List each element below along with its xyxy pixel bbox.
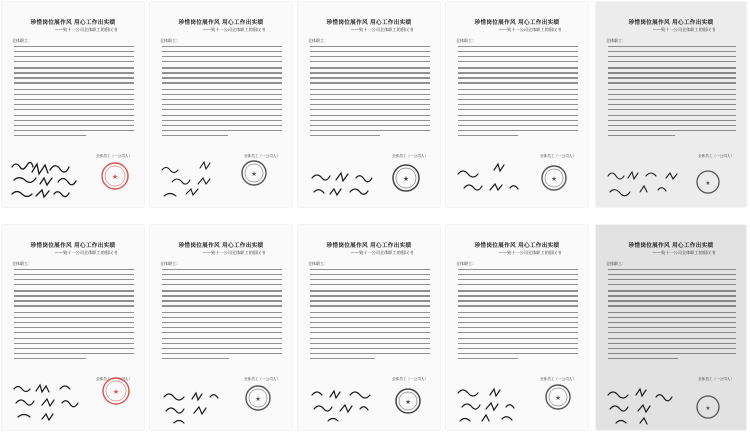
- letter-title: 珍惜岗位展作风 用心工作出实绩: [474, 243, 560, 249]
- letter-closing: 全体员工（一公司人）: [244, 154, 280, 158]
- gray-seal-icon: [393, 165, 419, 191]
- letter-salutation: 全体职工：: [308, 38, 328, 43]
- svg-text:★: ★: [705, 180, 711, 187]
- letter-salutation: 全体职工：: [12, 261, 32, 266]
- handwritten-signatures: [596, 225, 738, 430]
- letter-closing: 全体员工（一公司人）: [698, 154, 734, 158]
- letter-title: 珍惜岗位展作风 用心工作出实绩: [30, 20, 116, 26]
- svg-text:★: ★: [251, 170, 257, 178]
- handwritten-signatures: [2, 2, 144, 207]
- letter-subtitle: ——致十一公司全体职工的倡议书: [350, 27, 414, 32]
- svg-text:★: ★: [402, 175, 410, 183]
- gray-seal-icon: [246, 386, 270, 410]
- handwritten-signatures: [150, 2, 292, 207]
- letter-salutation: 全体职工：: [606, 38, 626, 43]
- letter-salutation: 全体职工：: [456, 261, 476, 266]
- letter-page-6: [2, 225, 144, 430]
- letter-page-3: [298, 2, 440, 207]
- svg-text:★: ★: [705, 405, 711, 412]
- letter-salutation: 全体职工：: [606, 261, 626, 266]
- gray-seal-icon: [697, 171, 719, 193]
- gray-seal-icon: [697, 396, 719, 418]
- letter-page-5: [596, 2, 746, 207]
- letter-page-8: [298, 225, 440, 430]
- handwritten-signatures: [596, 2, 738, 207]
- svg-text:★: ★: [255, 395, 261, 403]
- letter-subtitle: ——致十一公司全体职工的倡议书: [652, 250, 716, 255]
- handwritten-signatures: [2, 225, 144, 430]
- letter-salutation: 全体职工：: [308, 261, 328, 266]
- letter-closing: 全体员工（一公司人）: [540, 377, 576, 381]
- svg-text:★: ★: [551, 175, 557, 183]
- letter-closing: 全体员工（一公司人）: [540, 154, 576, 158]
- letter-salutation: 全体职工：: [160, 38, 180, 43]
- red-seal-icon: [103, 378, 129, 404]
- letter-title: 珍惜岗位展作风 用心工作出实绩: [178, 20, 264, 26]
- letter-title: 珍惜岗位展作风 用心工作出实绩: [628, 243, 714, 249]
- letter-closing: 全体员工（一公司人）: [96, 154, 132, 158]
- letter-title: 珍惜岗位展作风 用心工作出实绩: [326, 243, 412, 249]
- svg-text:★: ★: [112, 388, 120, 396]
- letter-page-10: [596, 225, 746, 430]
- svg-text:★: ★: [555, 394, 561, 402]
- letter-title: 珍惜岗位展作风 用心工作出实绩: [474, 20, 560, 26]
- letter-salutation: 全体职工：: [160, 261, 180, 266]
- handwritten-signatures: [446, 2, 588, 207]
- letter-subtitle: ——致十一公司全体职工的倡议书: [652, 27, 716, 32]
- handwritten-signatures: [298, 2, 440, 207]
- letter-title: 珍惜岗位展作风 用心工作出实绩: [326, 20, 412, 26]
- handwritten-signatures: [150, 225, 292, 430]
- letter-closing: 全体员工（一公司人）: [96, 377, 132, 381]
- svg-text:★: ★: [111, 173, 119, 181]
- letter-subtitle: ——致十一公司全体职工的倡议书: [202, 27, 266, 32]
- gray-seal-icon: [396, 389, 420, 413]
- letter-subtitle: ——致十一公司全体职工的倡议书: [498, 250, 562, 255]
- gray-seal-icon: [242, 161, 266, 185]
- letter-page-7: [150, 225, 292, 430]
- gray-seal-icon: [542, 166, 566, 190]
- handwritten-signatures: [446, 225, 588, 430]
- letter-page-1: [2, 2, 144, 207]
- letter-subtitle: ——致十一公司全体职工的倡议书: [54, 27, 118, 32]
- handwritten-signatures: [298, 225, 440, 430]
- letter-title: 珍惜岗位展作风 用心工作出实绩: [178, 243, 264, 249]
- letter-subtitle: ——致十一公司全体职工的倡议书: [350, 250, 414, 255]
- letter-closing: 全体员工（一公司人）: [392, 154, 428, 158]
- gray-seal-icon: [546, 385, 570, 409]
- letter-closing: 全体员工（一公司人）: [392, 377, 428, 381]
- letter-salutation: 全体职工：: [456, 38, 476, 43]
- letter-subtitle: ——致十一公司全体职工的倡议书: [498, 27, 562, 32]
- letter-title: 珍惜岗位展作风 用心工作出实绩: [30, 243, 116, 249]
- letter-title: 珍惜岗位展作风 用心工作出实绩: [628, 20, 714, 26]
- letter-salutation: 全体职工：: [12, 38, 32, 43]
- letter-subtitle: ——致十一公司全体职工的倡议书: [202, 250, 266, 255]
- letter-page-2: [150, 2, 292, 207]
- svg-text:★: ★: [405, 398, 411, 406]
- letter-subtitle: ——致十一公司全体职工的倡议书: [54, 250, 118, 255]
- letter-closing: 全体员工（一公司人）: [244, 377, 280, 381]
- letter-page-4: [446, 2, 588, 207]
- letter-closing: 全体员工（一公司人）: [698, 377, 734, 381]
- red-seal-icon: [102, 163, 128, 189]
- letter-page-9: [446, 225, 588, 430]
